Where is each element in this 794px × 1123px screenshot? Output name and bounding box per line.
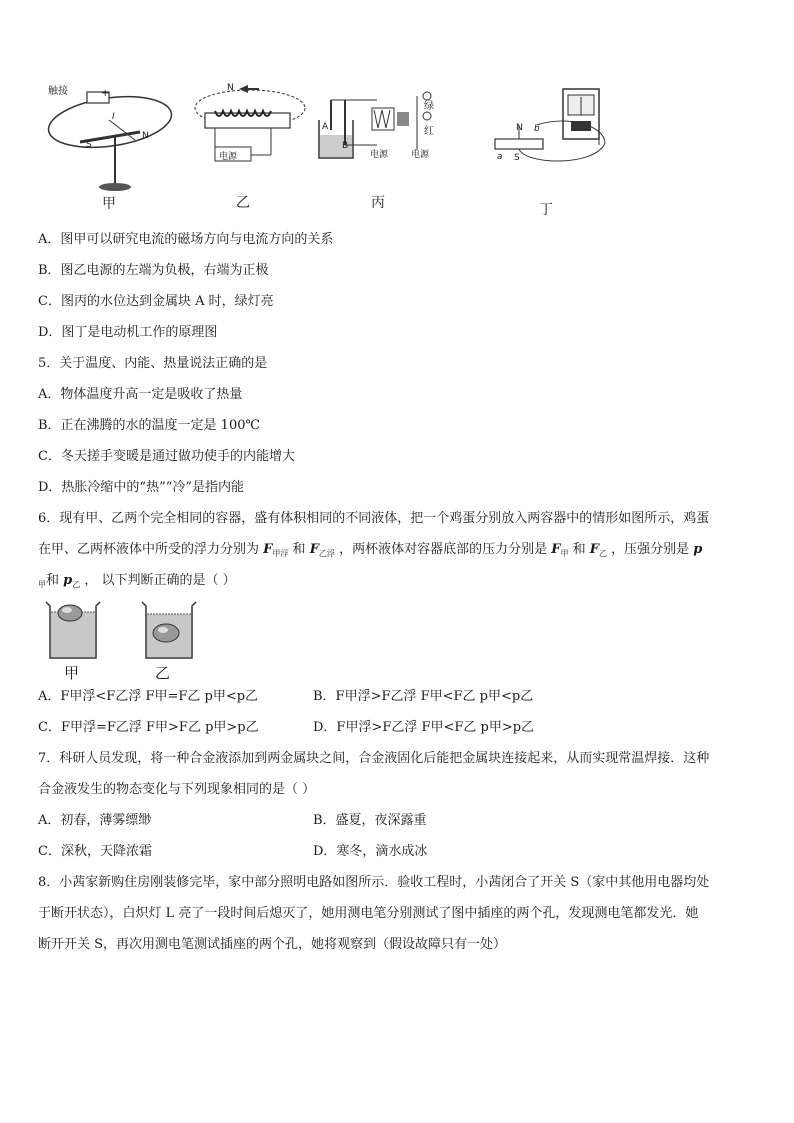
q4-option-c: C．图丙的水位达到金属块 A 时，绿灯亮 xyxy=(38,294,274,309)
q6-p-yi: p xyxy=(63,573,73,588)
fig-jia-current: I xyxy=(112,112,115,122)
q6-line3 xyxy=(38,573,236,590)
figure-jia xyxy=(45,80,175,200)
q6-line1: 6．现有甲、乙两个完全相同的容器，盛有体积相同的不同液体，把一个鸡蛋分别放入两容器中的情形如图所示，鸡蛋 xyxy=(38,511,710,526)
q6-option-c: C．F甲浮=F乙浮 F甲>F乙 p甲>p乙 xyxy=(38,720,259,735)
q8-line2: 于断开状态），白炽灯 L 亮了一段时间后熄灭了，她用测电笔分别测试了图中插座的两个孔，发现测电笔都发光．她 xyxy=(38,906,699,921)
fig-jia-touch-label: 触接 xyxy=(48,86,68,97)
q6-F-jiafu: F xyxy=(263,542,273,557)
q5-option-c: C．冬天搓手变暖是通过做功使手的内能增大 xyxy=(38,449,295,464)
fig-yi-n: N xyxy=(227,83,234,93)
q4-option-a: A．图甲可以研究电流的磁场方向与电流方向的关系 xyxy=(38,232,334,247)
q6-F-yi: F xyxy=(589,542,599,557)
q6-fig-caption-yi: 乙 xyxy=(155,664,171,682)
figure-ding xyxy=(485,85,625,180)
q6-line2-d: 和 xyxy=(572,542,586,557)
q7-option-d: D．寒冬，滴水成冰 xyxy=(313,844,428,859)
q6-sub-jia: 甲 xyxy=(560,549,569,558)
fig-yi-caption: 乙 xyxy=(236,195,250,211)
q6-line2-a: 在甲、乙两杯液体中所受的浮力分别为 xyxy=(38,542,260,557)
q6-p-yi-sub: 乙 xyxy=(72,580,81,589)
q5-option-a: A．物体温度升高一定是吸收了热量 xyxy=(38,387,243,402)
q4-option-d: D．图丁是电动机工作的原理图 xyxy=(38,325,218,340)
fig-bing-power1: 电源 xyxy=(370,150,389,160)
q7-option-c: C．深秋，天降浓霜 xyxy=(38,844,152,859)
q6-p-jia-symbol: p xyxy=(693,542,703,557)
fig-jia-caption: 甲 xyxy=(102,196,116,212)
q6-line2-e: ，压强分别是 xyxy=(611,542,690,557)
q6-line3-b: ， 以下判断正确的是（ ） xyxy=(84,573,236,588)
fig-jia-plus: + xyxy=(101,88,110,99)
q7-line1: 7．科研人员发现，将一种合金液添加到两金属块之间，合金液固化后能把金属块连接起来，从而实现常温焊接．这种 xyxy=(38,751,710,766)
q6-fig-caption-jia: 甲 xyxy=(64,664,80,682)
q5-option-b: B．正在沸腾的水的温度一定是 100℃ xyxy=(38,418,261,433)
q6-option-d: D．F甲浮>F乙浮 F甲<F乙 p甲>p乙 xyxy=(313,720,535,735)
q7-option-b: B．盛夏，夜深露重 xyxy=(313,813,427,828)
fig-ding-n: N xyxy=(516,123,523,133)
fig-ding-b: b xyxy=(534,124,540,134)
fig-ding-caption: 丁 xyxy=(539,202,553,218)
q6-beakers-figure xyxy=(44,600,194,665)
q6-option-a: A．F甲浮<F乙浮 F甲=F乙 p甲<p乙 xyxy=(38,689,259,704)
fig-bing-red: 红 xyxy=(424,126,434,137)
q6-F-yifu: F xyxy=(309,542,319,557)
fig-bing-b: B xyxy=(342,141,349,151)
q6-sub-jiafu: 甲浮 xyxy=(272,549,289,558)
q7-line2: 合金液发生的物态变化与下列现象相同的是（ ） xyxy=(38,782,316,797)
q6-line2-c: ，两杯液体对容器底部的压力分别是 xyxy=(339,542,548,557)
q5-option-d: D．热胀冷缩中的“热”“冷”是指内能 xyxy=(38,480,245,495)
q6-p-jia-sub: 甲 xyxy=(38,580,46,589)
figure-yi xyxy=(193,83,308,173)
fig-yi-power: 电源 xyxy=(219,152,238,162)
q6-line2-b: 和 xyxy=(292,542,306,557)
fig-bing-power2: 电源 xyxy=(411,150,430,160)
q4-option-b: B．图乙电源的左端为负极，右端为正极 xyxy=(38,263,269,278)
q6-F-jia: F xyxy=(551,542,561,557)
fig-ding-a: a xyxy=(497,152,503,162)
q5-stem: 5．关于温度、内能、热量说法正确的是 xyxy=(38,356,268,371)
fig-jia-s: S xyxy=(86,140,92,150)
q6-sub-yifu: 乙浮 xyxy=(318,549,335,558)
fig-bing-caption: 丙 xyxy=(371,195,385,211)
q6-sub-yi: 乙 xyxy=(598,549,607,558)
fig-bing-green: 绿 xyxy=(424,101,434,112)
q6-line2 xyxy=(38,542,702,559)
fig-bing-a: A xyxy=(322,122,329,132)
q8-line1: 8．小茜家新购住房刚装修完毕，家中部分照明电路如图所示．验收工程时，小茜闭合了开关 S（家中其他用电器均处 xyxy=(38,875,710,890)
q8-line3: 断开开关 S，再次用测电笔测试插座的两个孔，她将观察到（假设故障只有一处） xyxy=(38,937,507,952)
fig-jia-n: N xyxy=(142,131,149,141)
q7-option-a: A．初春，薄雾缥缈 xyxy=(38,813,152,828)
q6-option-b: B．F甲浮>F乙浮 F甲<F乙 p甲<p乙 xyxy=(313,689,534,704)
fig-ding-s: S xyxy=(514,153,520,163)
q6-line3-a: 和 xyxy=(46,573,60,588)
